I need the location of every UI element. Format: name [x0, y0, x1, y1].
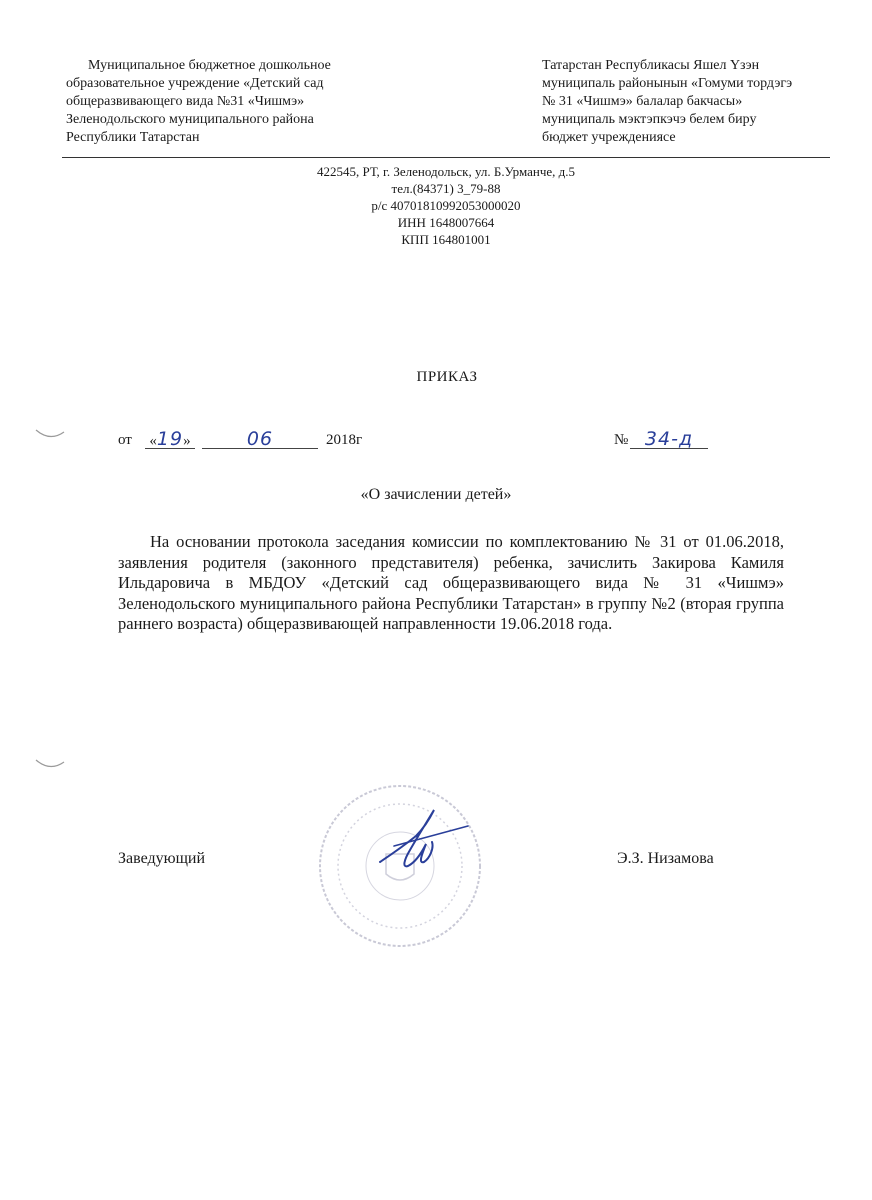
header-left-line: Зеленодольского муниципального района: [66, 112, 314, 127]
day-close-quote: »: [183, 433, 191, 449]
inn: ИНН 1648007664: [397, 215, 495, 230]
order-date-row: [118, 428, 738, 454]
signatory-title: Заведующий: [118, 850, 206, 867]
header-left-line: Муниципальное бюджетное дошкольное: [88, 58, 331, 73]
year: 2018г: [326, 432, 363, 448]
phone-line: тел.(84371) 3_79-88: [391, 181, 501, 196]
punch-hole-mark-icon: [34, 428, 66, 440]
header-right-tatar: [542, 57, 842, 147]
header-left-line: общеразвивающего вида №31 «Чишмэ»: [66, 94, 305, 109]
address-line: 422545, РТ, г. Зеленодольск, ул. Б.Урманче, д.5: [317, 164, 575, 179]
order-body: [118, 532, 784, 635]
day-handwritten: 19: [156, 428, 184, 450]
header-right-line: муниципаль районынын «Гомуми тордэгэ: [542, 76, 793, 91]
header-left-line: Республики Татарстан: [66, 130, 200, 145]
date-prefix: от: [118, 432, 132, 448]
month-field: [202, 428, 318, 449]
punch-hole-mark-icon: [34, 758, 66, 770]
header-divider: [62, 157, 830, 158]
order-subject: «О зачислении детей»: [360, 486, 512, 503]
inn-kpp-line: [0, 214, 872, 248]
kpp: КПП 164801001: [401, 232, 491, 247]
header-right-line: № 31 «Чишмэ» балалар бакчасы»: [542, 94, 743, 109]
header-left-russian: [66, 57, 396, 147]
signatory-name: Э.З. Низамова: [617, 850, 714, 867]
header-left-line: образовательное учреждение «Детский сад: [66, 76, 324, 91]
handwritten-signature-icon: [372, 806, 472, 876]
order-number-handwritten: 34-д: [644, 428, 694, 450]
document-title: ПРИКАЗ: [416, 369, 478, 385]
day-open-quote: «: [149, 433, 157, 449]
order-number-field: [630, 428, 708, 449]
header-right-line: бюджет учреждениясе: [542, 130, 676, 145]
month-handwritten: 06: [246, 428, 274, 450]
address-block: [0, 163, 872, 248]
header-right-line: муниципаль мэктэпкэчэ белем биру: [542, 112, 757, 127]
bank-account-line: р/с 40701810992053000020: [371, 198, 521, 213]
header-right-line: Татарстан Республикасы Яшел Үзэн: [542, 58, 760, 73]
day-field: [145, 428, 195, 449]
number-sign: №: [614, 432, 629, 448]
order-body-paragraph: На основании протокола заседания комиссии по комплектованию № 31 от 01.06.2018, заявления родителя (законного представителя) ребенка, зачислить Закирова Камиля Ильдаровича в МБДОУ «Детский сад общеразвивающего вида № 31 «Чишмэ» Зеленодольского муниципального района Республики Татарстан» в группу №2 (вторая группа раннего возраста) общеразвивающей направленности 19.06.2018 года.: [118, 532, 784, 633]
